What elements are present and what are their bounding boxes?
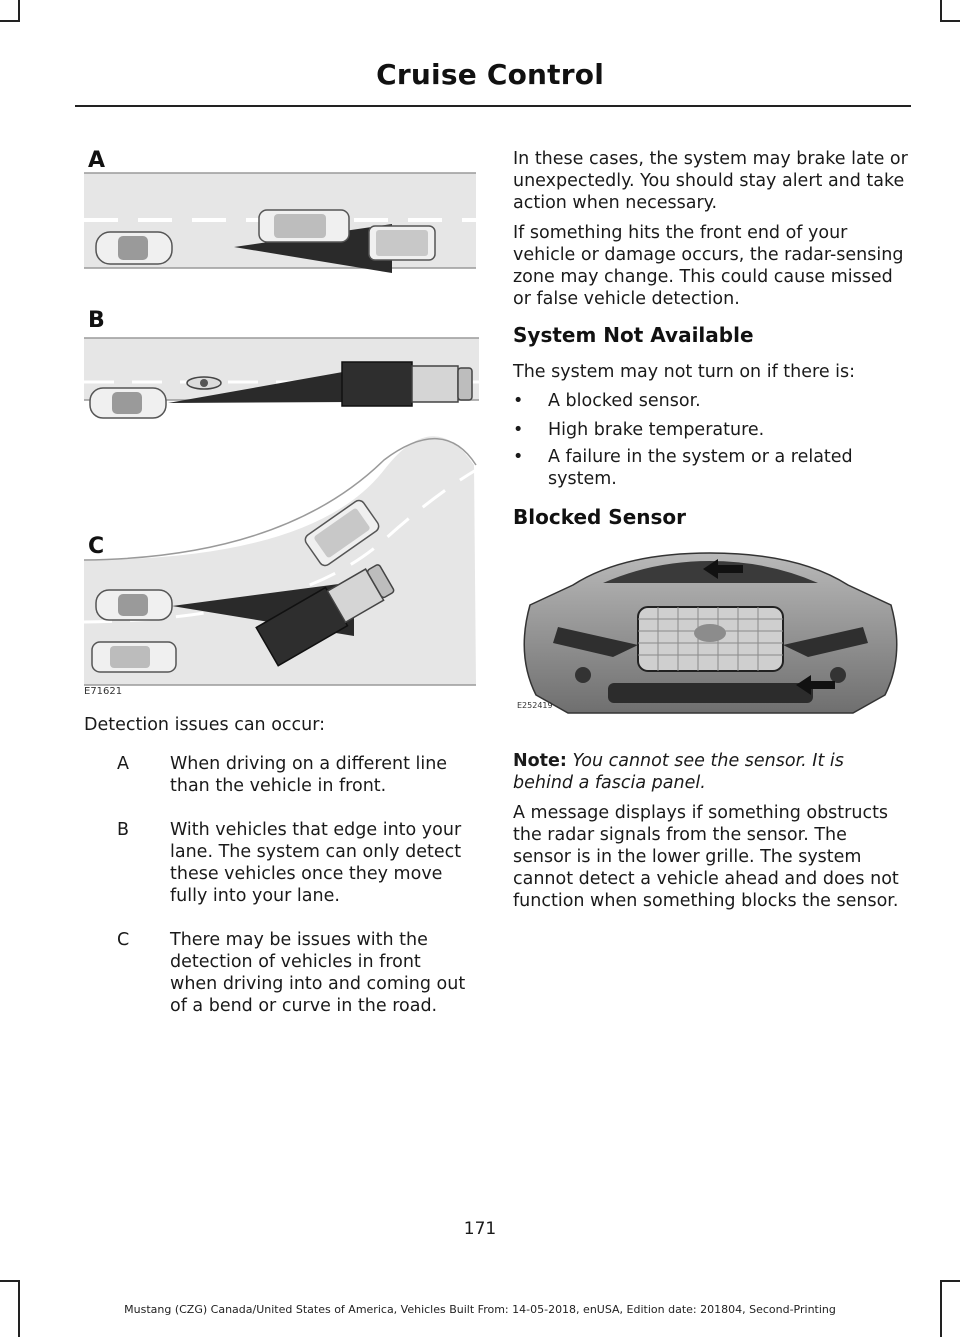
car-icon (92, 642, 176, 672)
list-text: A failure in the system or a related system. (548, 447, 853, 489)
list-item (0, 929, 480, 1019)
car-icon (96, 232, 172, 264)
list-item (0, 753, 480, 803)
figure-code: E71621 (84, 686, 123, 697)
header-divider (75, 105, 911, 107)
figure-label-a: A (88, 148, 106, 173)
paragraph: In these cases, the system may brake late or unexpectedly. You should stay alert and take action when necessary. (513, 149, 908, 213)
figure-label-c: C (88, 534, 105, 559)
crop-mark (940, 1280, 960, 1282)
bullet-dot: • (513, 420, 524, 440)
detection-figure (84, 140, 484, 700)
car-front-illustration (513, 545, 908, 715)
footer-text: Mustang (CZG) Canada/United States of America, Vehicles Built From: 14-05-2018, enUSA, Edition date: 201804, Second-Printing (124, 1303, 836, 1316)
list-key: C (117, 930, 130, 950)
note (513, 750, 908, 794)
note-text: You cannot see the sensor. It is behind a fascia panel. (513, 751, 844, 793)
crop-mark (940, 20, 960, 22)
sensor-figure (513, 545, 908, 715)
paragraph: A message displays if something obstructs the radar signals from the sensor. The sensor is in the lower grille. The system cannot detect a vehicle ahead and does not function when something blocks the sensor. (513, 803, 899, 911)
crop-mark (18, 0, 20, 22)
crop-mark (940, 0, 942, 22)
section-heading: System Not Available (513, 323, 754, 347)
paragraph: If something hits the front end of your vehicle or damage occurs, the radar-sensing zone may change. This could cause missed or false vehicle detection. (513, 223, 904, 309)
detection-intro: Detection issues can occur: (84, 715, 326, 735)
detection-scenarios-illustration (84, 140, 484, 700)
car-icon (90, 388, 166, 418)
figure-code: E252419 (517, 701, 553, 710)
van-icon (259, 210, 349, 242)
bullet-dot: • (513, 391, 524, 411)
note-label: Note: (513, 751, 567, 771)
list-text: High brake temperature. (548, 420, 765, 440)
truck-icon (342, 362, 472, 406)
bullet-dot: • (513, 447, 524, 467)
list-text: When driving on a different line than the vehicle in front. (170, 754, 448, 796)
van-icon (369, 226, 435, 260)
page-number: 171 (463, 1219, 497, 1239)
list-text: There may be issues with the detection of vehicles in front when driving into and coming out of a bend or curve in the road. (170, 930, 466, 1016)
list-key: A (117, 754, 129, 774)
car-icon (96, 590, 172, 620)
list-text: A blocked sensor. (548, 391, 701, 411)
figure-label-b: B (88, 308, 105, 333)
motorcycle-icon (187, 377, 221, 389)
list-key: B (117, 820, 130, 840)
crop-mark (0, 1280, 20, 1282)
section-heading: Blocked Sensor (513, 505, 687, 529)
paragraph: The system may not turn on if there is: (513, 362, 856, 382)
page-title: Cruise Control (376, 58, 604, 91)
list-item (0, 819, 480, 909)
crop-mark (0, 20, 20, 22)
list-text: With vehicles that edge into your lane. The system can only detect these vehicles once they move fully into your lane. (170, 820, 462, 906)
